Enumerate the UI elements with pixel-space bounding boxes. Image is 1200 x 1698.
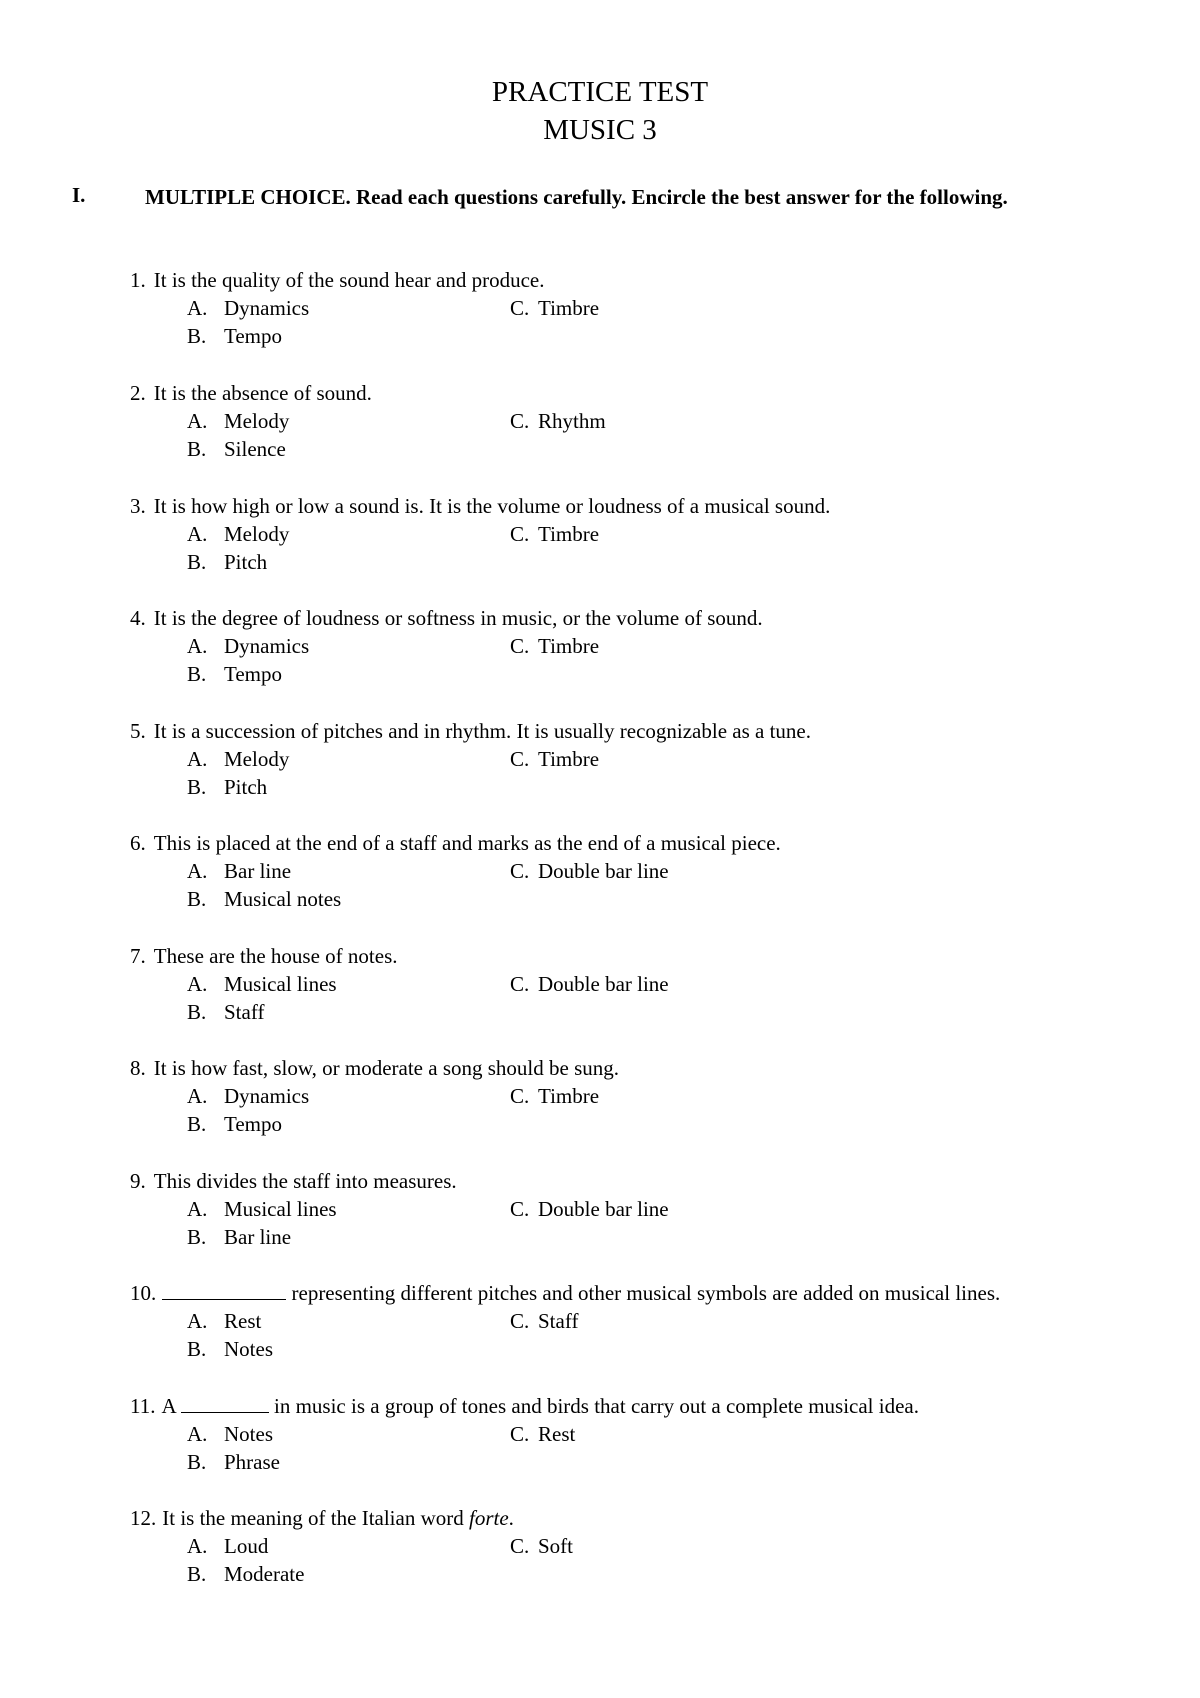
option-b[interactable]: B. Notes [187,1337,273,1361]
question-stem: 12. It is the meaning of the Italian word forte. [130,1506,514,1530]
option-c[interactable]: C. Rest [510,1422,576,1446]
question-number: 5. [130,719,146,743]
option-a[interactable]: A. Loud [187,1534,269,1558]
question-number: 10. [130,1281,157,1305]
question-stem [130,604,763,632]
option-a[interactable]: A. Melody [187,522,290,546]
question-stem [130,1279,1000,1307]
question-number: 7. [130,944,146,968]
question-text: It is how fast, slow, or moderate a song should be sung. [153,1056,619,1080]
question-text: It is the quality of the sound hear and produce. [153,268,545,292]
option-c[interactable]: C. Double bar line [510,859,669,883]
question-text: This is placed at the end of a staff and marks as the end of a musical piece. [153,831,781,855]
question-text: It is the meaning of the Italian word [162,1506,464,1530]
option-c[interactable]: C. Timbre [510,522,600,546]
question-text: It is a succession of pitches and in rhythm. It is usually recognizable as a tune. [153,719,811,743]
question-number: 12. [130,1506,157,1530]
question-text: in music is a group of tones and birds that carry out a complete musical idea. [274,1394,919,1418]
question-text: representing different pitches and other musical symbols are added on musical lines. [291,1281,1001,1305]
option-a[interactable]: A. Melody [187,409,290,433]
question-number: 4. [130,606,146,630]
question-stem [130,492,830,520]
option-c[interactable]: C. Double bar line [510,972,669,996]
option-b[interactable]: B. Bar line [187,1225,292,1249]
option-c[interactable]: C. Timbre [510,747,600,771]
option-c[interactable]: C. Double bar line [510,1197,669,1221]
option-a[interactable]: A. Dynamics [187,296,310,320]
option-b[interactable]: B. Tempo [187,662,283,686]
page-subtitle: MUSIC 3 [543,114,657,146]
question-text: This divides the staff into measures. [153,1169,457,1193]
question-number: 8. [130,1056,146,1080]
option-b[interactable]: B. Phrase [187,1450,280,1474]
option-c[interactable]: C. Timbre [510,1084,600,1108]
option-a[interactable]: A. Musical lines [187,1197,337,1221]
option-b[interactable]: B. Tempo [187,1112,283,1136]
question-text: It is the absence of sound. [153,381,372,405]
question-text-before: A [161,1394,176,1418]
option-a[interactable]: A. Musical lines [187,972,337,996]
option-b[interactable]: B. Musical notes [187,887,342,911]
italic-term: forte [469,1506,509,1530]
question-number: 2. [130,381,146,405]
option-b[interactable]: B. Moderate [187,1562,305,1586]
answer-blank[interactable] [181,1392,269,1413]
option-c[interactable]: C. Timbre [510,634,600,658]
option-c[interactable]: C. Rhythm [510,409,606,433]
option-b[interactable]: B. Silence [187,437,286,461]
option-a[interactable]: A. Rest [187,1309,262,1333]
option-b[interactable]: B. Tempo [187,324,283,348]
question-text: These are the house of notes. [153,944,398,968]
question-stem [130,1054,619,1082]
section-instruction: MULTIPLE CHOICE. Read each questions carefully. Encircle the best answer for the following. [145,185,1008,209]
question-number: 3. [130,494,146,518]
question-stem [130,829,781,857]
answer-blank[interactable] [162,1279,286,1300]
page-title: PRACTICE TEST [491,76,709,108]
question-number: 6. [130,831,146,855]
question-text: It is how high or low a sound is. It is the volume or loudness of a musical sound. [153,494,831,518]
question-number: 1. [130,268,146,292]
question-stem [130,717,811,745]
option-c[interactable]: C. Soft [510,1534,574,1558]
option-c[interactable]: C. Timbre [510,296,600,320]
option-a[interactable]: A. Notes [187,1422,273,1446]
question-number: 9. [130,1169,146,1193]
question-number: 11. [130,1394,156,1418]
option-b[interactable]: B. Staff [187,1000,265,1024]
option-b[interactable]: B. Pitch [187,775,268,799]
question-stem [130,379,372,407]
question-stem [130,1167,457,1195]
option-a[interactable]: A. Dynamics [187,1084,310,1108]
section-number: I. [72,183,86,207]
question-text: It is the degree of loudness or softness in music, or the volume of sound. [153,606,763,630]
option-a[interactable]: A. Dynamics [187,634,310,658]
option-b[interactable]: B. Pitch [187,550,268,574]
option-a[interactable]: A. Melody [187,747,290,771]
question-stem [130,266,544,294]
question-stem [130,942,398,970]
option-c[interactable]: C. Staff [510,1309,579,1333]
question-stem [130,1392,919,1420]
option-a[interactable]: A. Bar line [187,859,292,883]
